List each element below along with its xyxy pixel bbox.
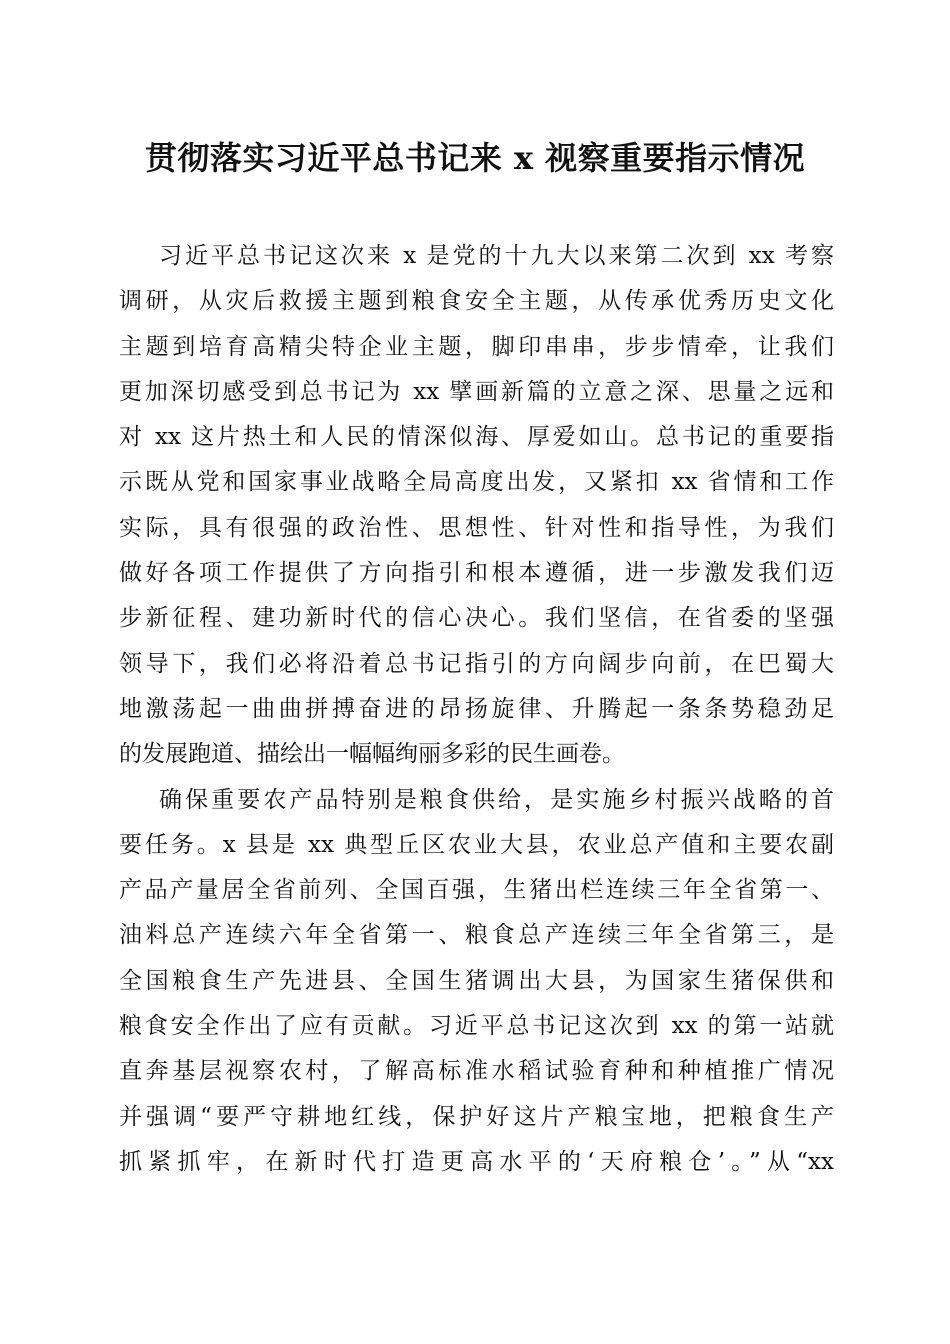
paragraph-line: 步新征程、建功新时代的信心决心。我们坚信，在省委的坚强: [119, 605, 834, 632]
paragraph-line: 确保重要农产品特别是粮食供给，是实施乡村振兴战略的首: [159, 786, 834, 813]
paragraph-line: 的发展跑道、描绘出一幅幅绚丽多彩的民生画卷。: [119, 741, 625, 768]
paragraph-line: 抓紧抓牢，在新时代打造更高水平的‘天府粮仓’。”从“xx: [119, 1148, 834, 1175]
paragraph-line: 要任务。x 县是 xx 典型丘区农业大县，农业总产值和主要农副: [119, 831, 834, 858]
paragraph-line: 产品产量居全省前列、全国百强，生猪出栏连续三年全省第一、: [119, 877, 834, 904]
paragraph-line: 粮食安全作出了应有贡献。习近平总书记这次到 xx 的第一站就: [119, 1013, 834, 1040]
paragraph-line: 油料总产连续六年全省第一、粮食总产连续三年全省第三，是: [119, 922, 834, 949]
paragraph-line: 对 xx 这片热土和人民的情深似海、厚爱如山。总书记的重要指: [119, 424, 834, 451]
paragraph-line: 更加深切感受到总书记为 xx 擘画新篇的立意之深、思量之远和: [119, 378, 834, 405]
paragraph-line: 主题到培育高精尖特企业主题，脚印串串，步步情牵，让我们: [119, 333, 834, 360]
paragraph-2: [119, 778, 834, 1186]
paragraph-line: 习近平总书记这次来 x 是党的十九大以来第二次到 xx 考察: [159, 243, 834, 269]
paragraph-line: 全国粮食生产先进县、全国生猪调出大县，为国家生猪保供和: [119, 967, 834, 994]
paragraph-line: 领导下，我们必将沿着总书记指引的方向阔步向前，在巴蜀大: [119, 650, 834, 677]
paragraph-line: 并强调“要严守耕地红线，保护好这片产粮宝地，把粮食生产: [119, 1103, 834, 1130]
paragraph-line: 调研，从灾后救援主题到粮食安全主题，从传承优秀历史文化: [119, 288, 834, 315]
paragraph-line: 地激荡起一曲曲拼搏奋进的昂扬旋律、升腾起一条条势稳劲足: [119, 695, 834, 722]
document-body: [119, 234, 834, 1185]
paragraph-line: 直奔基层视察农村，了解高标准水稻试验育种和种植推广情况: [119, 1058, 834, 1085]
paragraph-line: 示既从党和国家事业战略全局高度出发，又紧扣 xx 省情和工作: [119, 469, 834, 496]
paragraph-line: 做好各项工作提供了方向指引和根本遵循，进一步激发我们迈: [119, 560, 834, 587]
document-title: 贯彻落实习近平总书记来 x 视察重要指示情况: [144, 139, 806, 177]
paragraph-1: [119, 234, 834, 778]
paragraph-line: 实际，具有很强的政治性、思想性、针对性和指导性，为我们: [119, 514, 834, 541]
